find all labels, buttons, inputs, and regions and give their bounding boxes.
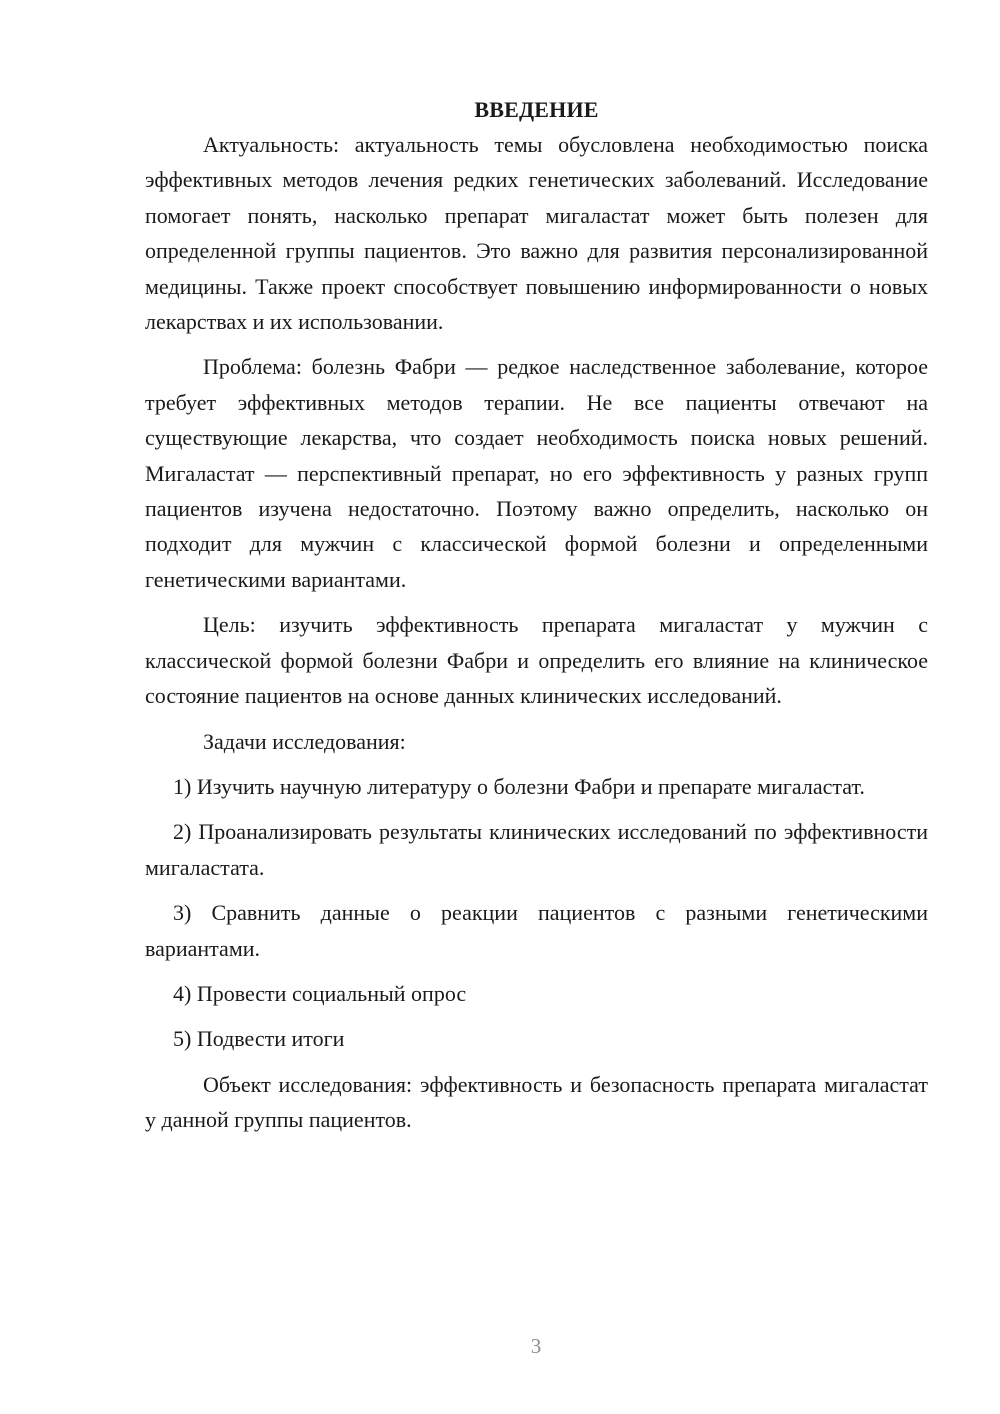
tasks-list	[145, 769, 928, 1057]
list-item: 3) Сравнить данные о реакции пациентов с разными генетическими вариантами.	[145, 900, 928, 961]
page-number: 3	[530, 1334, 542, 1358]
tasks-heading: Задачи исследования:	[203, 728, 406, 754]
list-item: 1) Изучить научную литературу о болезни Фабри и препарате мигаластат.	[173, 773, 865, 799]
list-item: 4) Провести социальный опрос	[173, 980, 467, 1006]
page-title: ВВЕДЕНИЕ	[474, 97, 599, 122]
goal-paragraph: Цель: изучить эффективность препарата мигаластат у мужчин с классической формой болезни Фабри и определить его влияние на клиническое состояние пациентов на основе данных клинических исследований.	[145, 612, 928, 709]
object-paragraph: Объект исследования: эффективность и безопасность препарата мигаластат у данной группы пациентов.	[145, 1071, 928, 1133]
list-item: 2) Проанализировать результаты клинических исследований по эффективности мигаластата.	[145, 819, 928, 880]
document-page	[145, 95, 928, 1138]
relevance-paragraph: Актуальность: актуальность темы обусловлена необходимостью поиска эффективных методов лечения редких генетических заболеваний. Исследование помогает понять, насколько препарат мигаластат может быть полезен для определенной группы пациентов. Это важно для развития персонализированной медицины. Также проект способствует повышению информированности о новых лекарствах и их использовании.	[145, 132, 928, 335]
list-item: 5) Подвести итоги	[173, 1026, 345, 1052]
problem-paragraph: Проблема: болезнь Фабри — редкое наследственное заболевание, которое требует эффективных методов терапии. Не все пациенты отвечают на существующие лекарства, что создает необходимость поиска новых решений. Мигаластат — перспективный препарат, но его эффективность у разных групп пациентов изучена недостаточно. Поэтому важно определить, насколько он подходит для мужчин с классической формой болезни и определенными генетическими вариантами.	[145, 354, 928, 592]
